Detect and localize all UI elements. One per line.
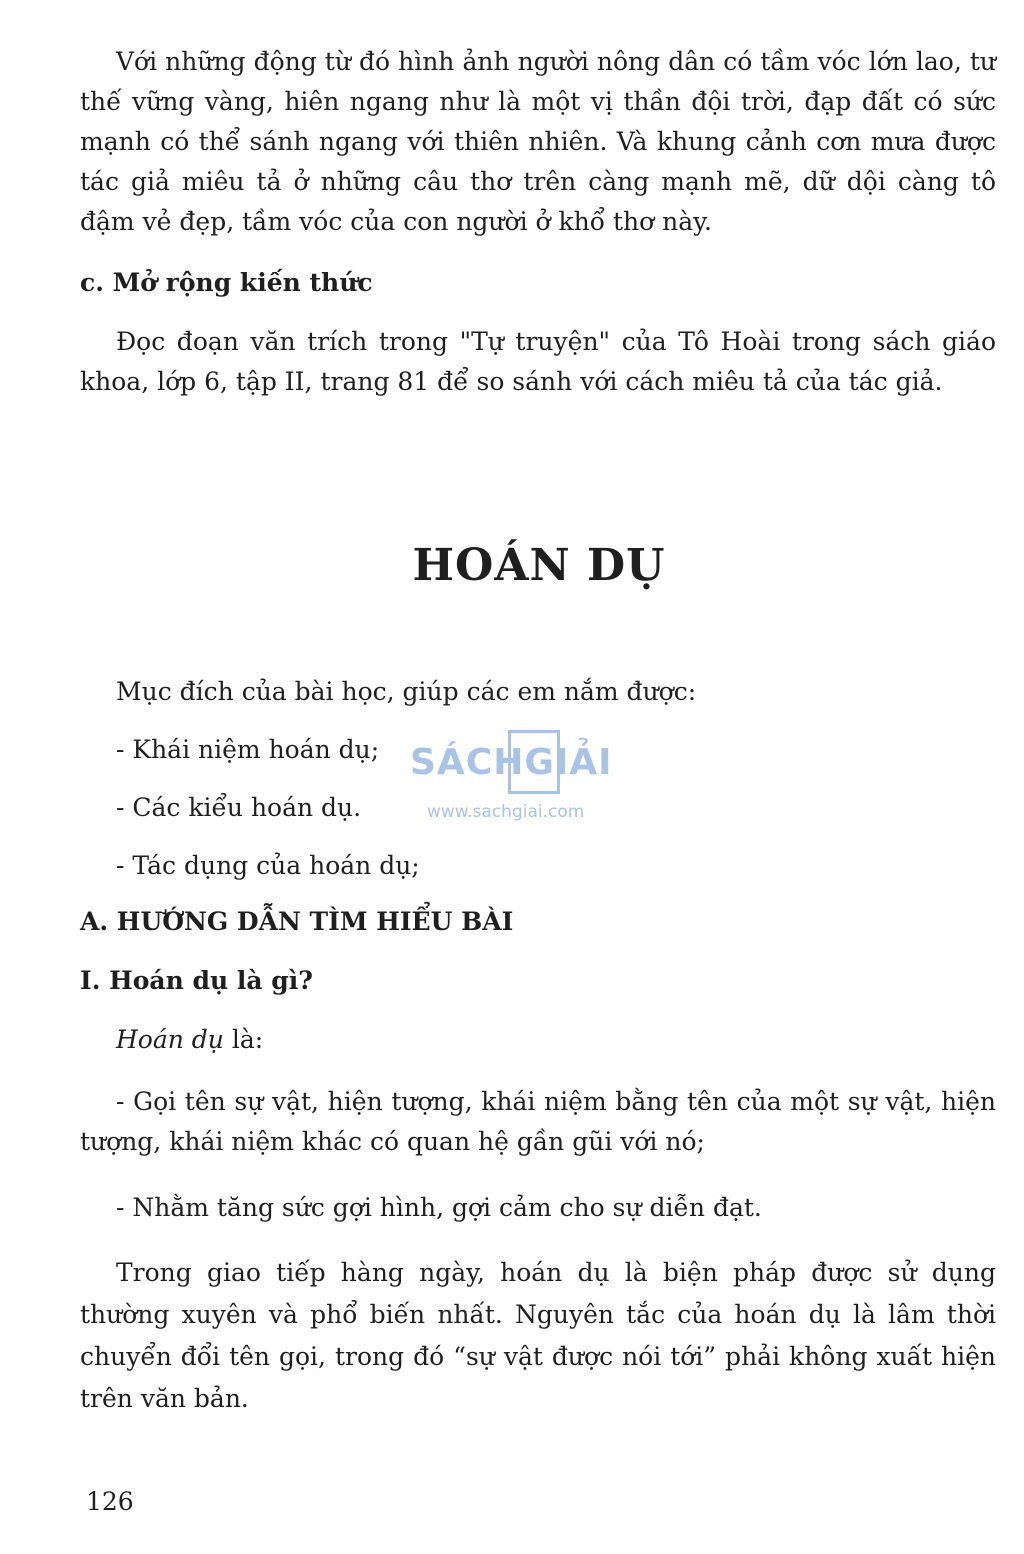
section-1-heading: I. Hoán dụ là gì? — [80, 966, 313, 995]
goal-item-types: - Các kiểu hoán dụ. — [116, 793, 362, 822]
paragraph-continuation: Với những động từ đó hình ảnh người nông dân có tầm vóc lớn lao, tư thế vững vàng, hiên ngang như là một vị thần đội trời, đạp đất có sức mạnh có thể sánh ngang với thiên nhiên. Và khung cảnh cơn mưa được tác giả miêu tả ở những câu thơ trên càng mạnh mẽ, dữ dội càng tô đậm vẻ đẹp, tầm vóc của con người ở khổ thơ này. — [80, 47, 996, 236]
watermark-url: www.sachgiai.com — [427, 802, 585, 822]
watermark-brand: SÁCHGIẢI — [410, 742, 613, 783]
watermark-logo — [410, 730, 620, 830]
goal-item-effect: - Tác dụng của hoán dụ; — [116, 851, 420, 880]
lesson-intro: Mục đích của bài học, giúp các em nắm được: — [116, 677, 697, 706]
paragraph-usage: Trong giao tiếp hàng ngày, hoán dụ là biện pháp được sử dụng thường xuyên và phổ biến nhất. Nguyên tắc của hoán dụ là lâm thời chuyển đổi tên gọi, trong đó “sự vật được nói tới” phải không xuất hiện trên văn bản. — [80, 1258, 996, 1413]
definition-lead — [116, 1020, 263, 1060]
paragraph-reading-task: Đọc đoạn văn trích trong "Tự truyện" của Tô Hoài trong sách giáo khoa, lớp 6, tập II, trang 81 để so sánh với cách miêu tả của tác giả. — [80, 327, 996, 396]
definition-suffix: là: — [223, 1025, 264, 1054]
definition-point-2: - Nhằm tăng sức gợi hình, gợi cảm cho sự diễn đạt. — [116, 1193, 762, 1222]
page-number: 126 — [86, 1487, 134, 1516]
lesson-title: HOÁN DỤ — [412, 540, 666, 591]
goal-item-concept: - Khái niệm hoán dụ; — [116, 735, 380, 764]
definition-point-1: - Gọi tên sự vật, hiện tượng, khái niệm bằng tên của một sự vật, hiện tượng, khái niệm khác có quan hệ gần gũi với nó; — [80, 1087, 996, 1156]
definition-term: Hoán dụ — [116, 1025, 224, 1054]
section-a-heading: A. HƯỚNG DẪN TÌM HIỂU BÀI — [80, 907, 514, 936]
heading-extend-knowledge: c. Mở rộng kiến thức — [80, 268, 373, 297]
